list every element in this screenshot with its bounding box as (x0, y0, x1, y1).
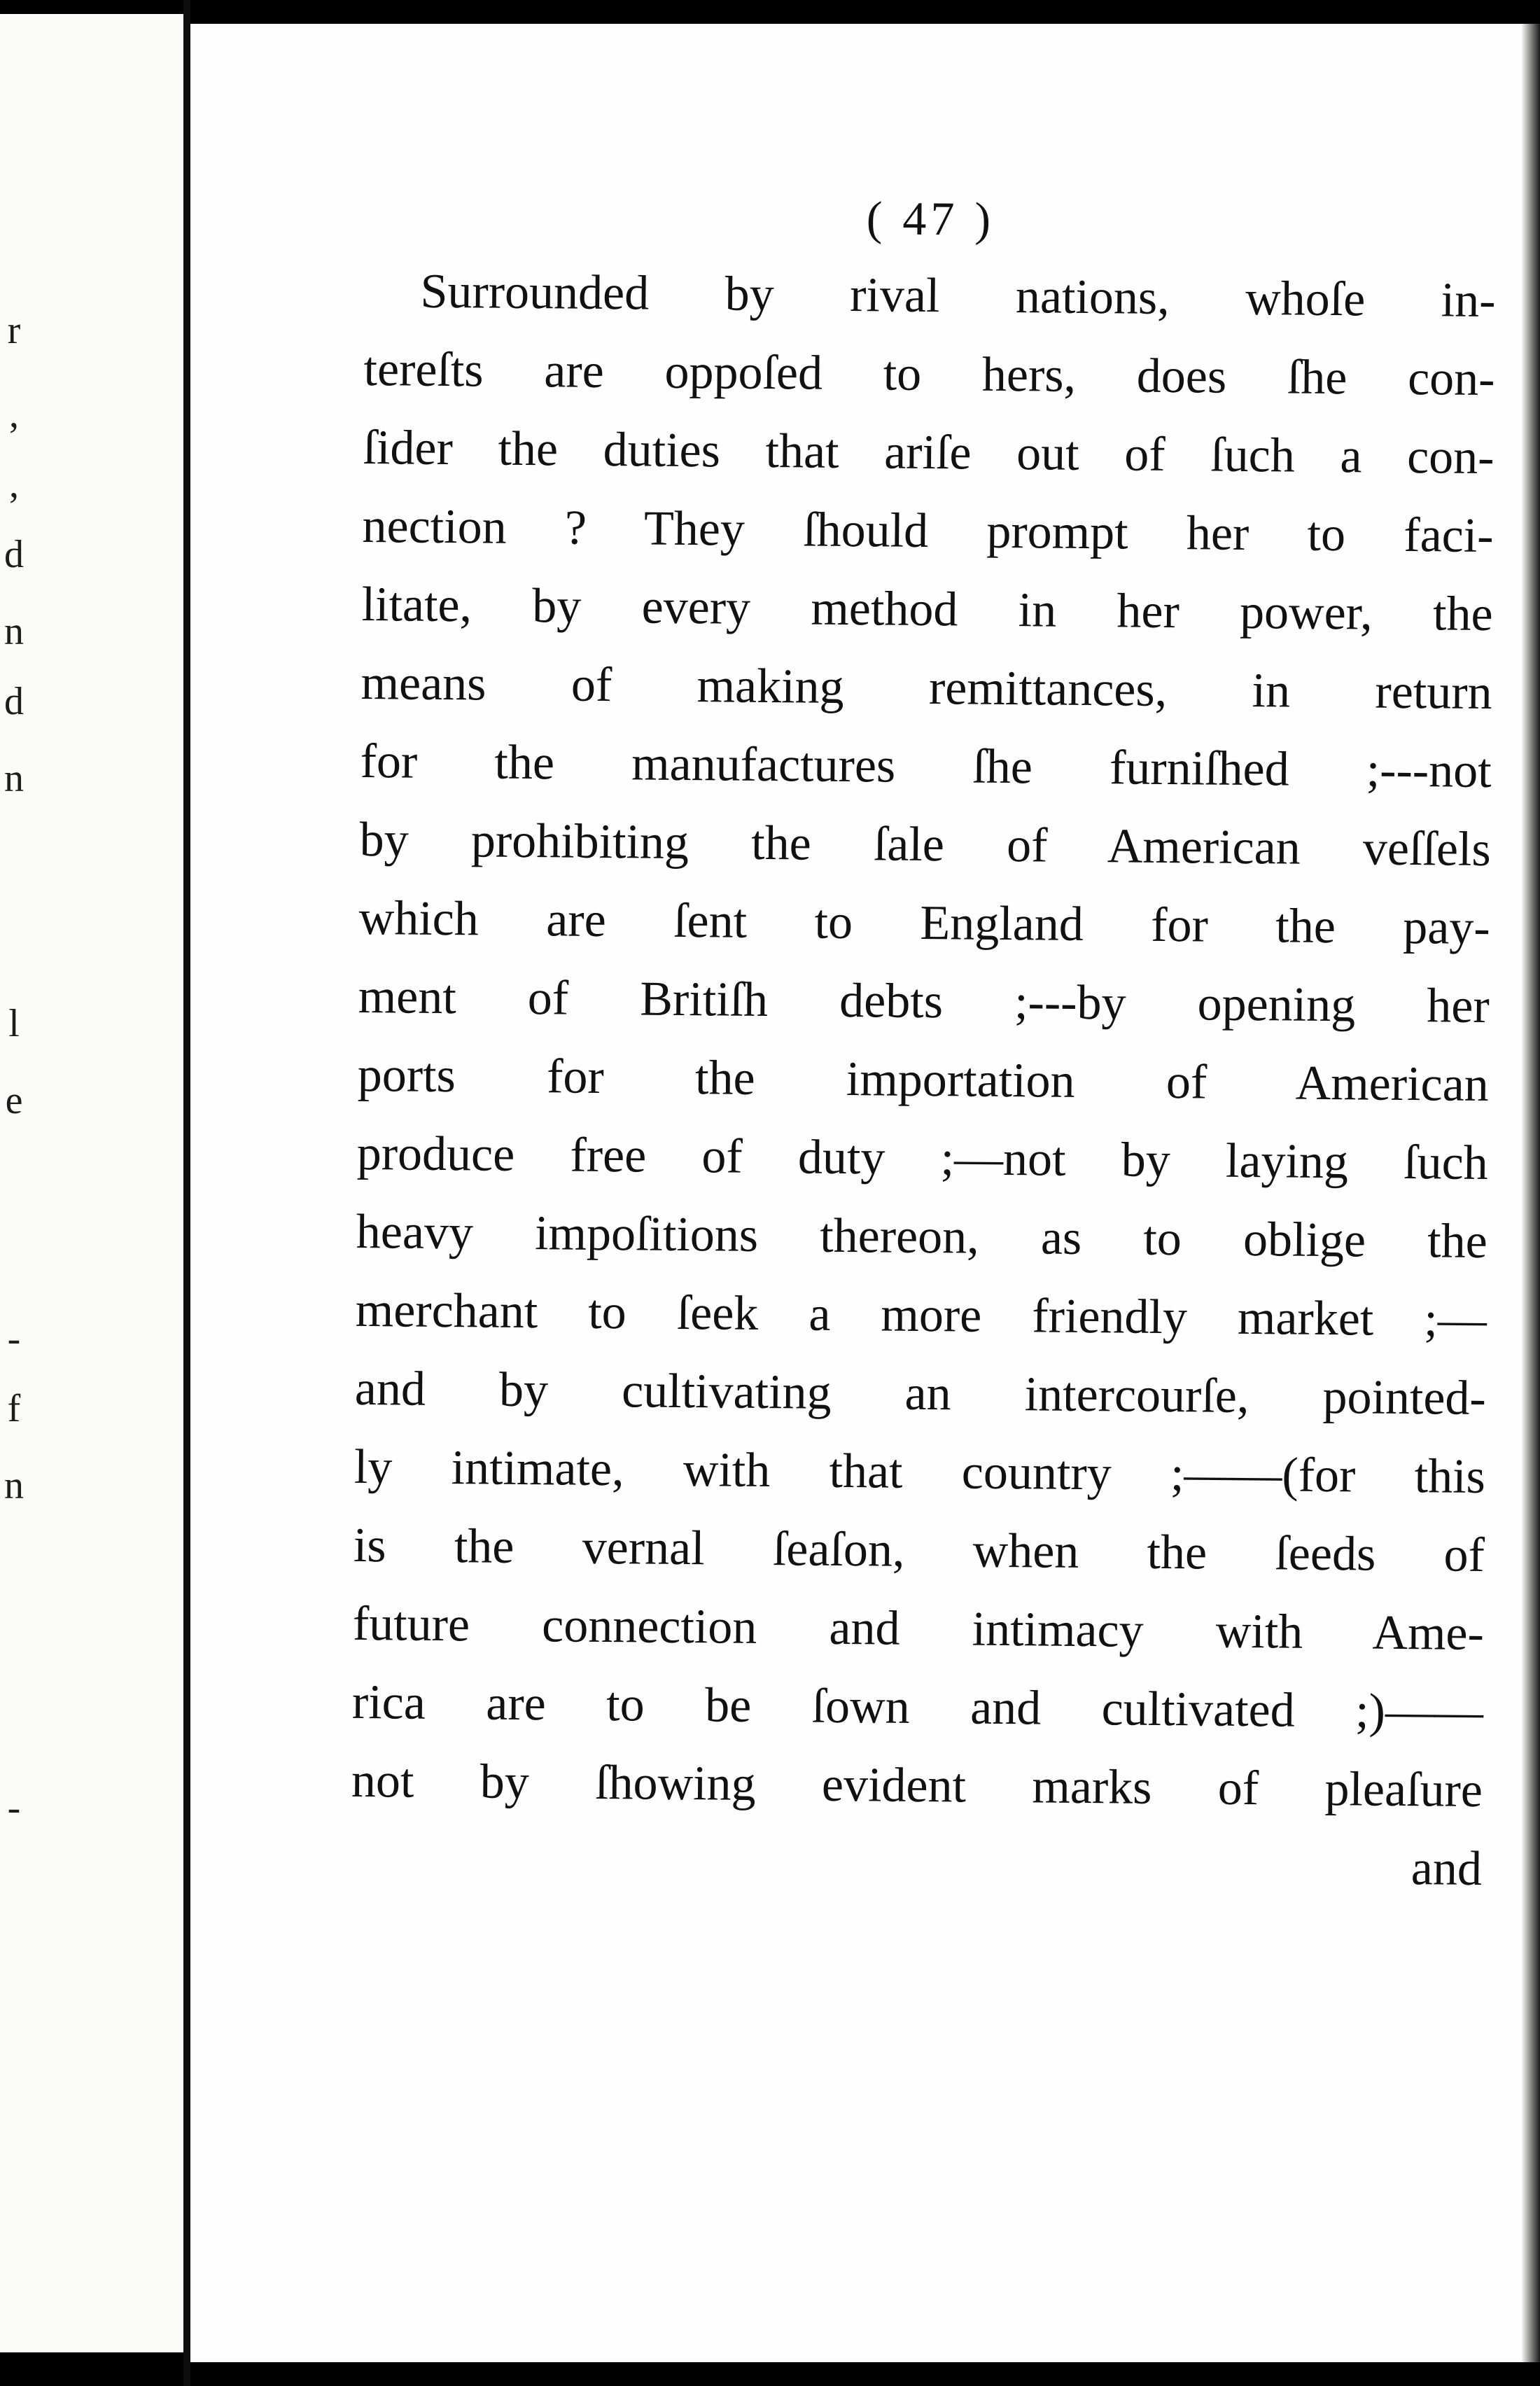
left-fragment: , (9, 463, 19, 506)
left-fragment: n (4, 757, 24, 800)
left-fragment: n (4, 610, 24, 653)
right-page (190, 24, 1540, 2362)
text-line: ment of Britiſh debts ;---by opening her (358, 969, 1490, 1034)
page-text-block (351, 175, 1497, 1909)
text-line: by prohibiting the ſale of American veſſels (359, 812, 1491, 877)
left-fragment: - (7, 1786, 21, 1829)
text-line: ly intimate, with that country ;——(for this (354, 1439, 1486, 1505)
text-line: which are ſent to England for the pay- (358, 891, 1491, 956)
text-line: Surrounded by rival nations, whoſe in- (420, 264, 1496, 328)
text-line: tereſts are oppoſed to hers, does ſhe con- (363, 342, 1495, 407)
left-page-edge (0, 14, 183, 2352)
page-edge-shadow (1522, 24, 1540, 2362)
text-line: ports for the importation of American (357, 1047, 1490, 1112)
text-line: merchant to ſeek a more friendly market ;— (355, 1283, 1488, 1348)
left-fragment: d (4, 680, 24, 723)
catchword: and (1410, 1841, 1483, 1897)
text-line: not by ſhowing evident marks of pleaſure (351, 1753, 1483, 1818)
left-page-fragments (0, 14, 183, 2352)
text-line: is the vernal ſeaſon, when the ſeeds of (353, 1518, 1485, 1583)
left-fragment: d (4, 533, 24, 576)
text-line: future connection and intimacy with Ame- (352, 1596, 1485, 1661)
text-line: heavy impoſitions thereon, as to oblige the (356, 1204, 1488, 1269)
text-line: and by cultivating an intercourſe, pointed- (354, 1361, 1487, 1426)
page-number: ( 47 ) (866, 191, 995, 246)
left-fragment: , (9, 393, 19, 436)
book-gutter (183, 0, 190, 2386)
left-fragment: e (5, 1079, 23, 1122)
left-fragment: f (7, 1387, 21, 1430)
text-line: produce free of duty ;—not by laying ſuch (356, 1126, 1489, 1191)
left-fragment: r (7, 309, 21, 352)
text-line: means of making remittances, in return (360, 655, 1492, 720)
text-line: ſider the duties that ariſe out of ſuch a con- (363, 420, 1494, 485)
left-fragment: - (7, 1317, 21, 1360)
text-line: for the manufactures ſhe furniſhed ;---not (360, 734, 1492, 799)
text-line: litate, by every method in her power, the (361, 577, 1493, 642)
left-fragment: l (8, 1002, 20, 1045)
text-line: nection ? They ſhould prompt her to faci- (362, 498, 1494, 564)
left-fragment: n (4, 1464, 24, 1507)
text-line: rica are to be ſown and cultivated ;)—— (351, 1675, 1484, 1740)
